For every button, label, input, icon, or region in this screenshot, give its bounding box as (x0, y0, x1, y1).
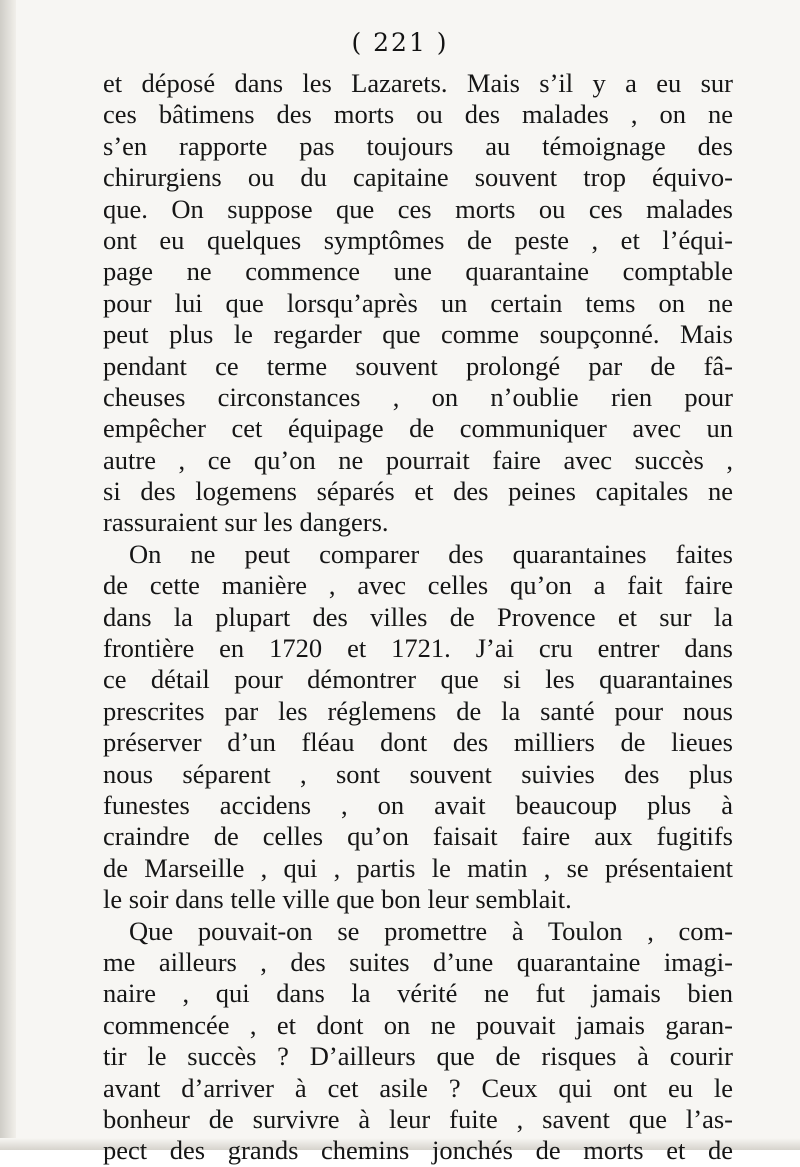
text-line: préserver d’un fléau dont des milliers de lieues (103, 727, 733, 758)
text-line: et déposé dans les Lazarets. Mais s’il y a eu sur (103, 68, 733, 98)
body-text (103, 68, 733, 1167)
text-line: craindre de celles qu’on faisait faire aux fugitifs (103, 821, 733, 852)
text-line: s’en rapporte pas toujours au témoignage des (103, 130, 733, 161)
text-line: pect des grands chemins jonchés de morts et de (103, 1135, 733, 1166)
text-line: dans la plupart des villes de Provence et sur la (103, 601, 733, 632)
text-line: ces bâtimens des morts ou des malades , on ne (103, 99, 733, 130)
text-line: funestes accidens , on avait beaucoup plus à (103, 789, 733, 820)
text-line: si des logemens séparés et des peines capitales ne (103, 476, 733, 507)
text-line: bonheur de survivre à leur fuite , savent que l’as- (103, 1103, 733, 1134)
text-line: que. On suppose que ces morts ou ces malades (103, 193, 733, 224)
text-line: nous séparent , sont souvent suivies des plus (103, 758, 733, 789)
text-line: tir le succès ? D’ailleurs que de risques à courir (103, 1041, 733, 1072)
text-line: rassuraient sur les dangers. (103, 507, 389, 538)
text-line: pendant ce terme souvent prolongé par de fâ- (103, 350, 733, 381)
text-line: prescrites par les réglemens de la santé pour nous (103, 695, 733, 726)
text-line: peut plus le regarder que comme soupçonné. Mais (103, 319, 733, 350)
text-line: frontière en 1720 et 1721. J’ai cru entrer dans (103, 633, 733, 664)
text-line: Que pouvait-on se promettre à Toulon , com- (129, 915, 733, 946)
text-line: empêcher cet équipage de communiquer avec un (103, 413, 733, 444)
text-line: avant d’arriver à cet asile ? Ceux qui ont eu le (103, 1072, 733, 1103)
text-line: de cette manière , avec celles qu’on a fait faire (103, 570, 733, 601)
text-line: naire , qui dans la vérité ne fut jamais bien (103, 978, 733, 1009)
text-line: le soir dans telle ville que bon leur semblait. (103, 884, 572, 915)
text-line: page ne commence une quarantaine comptable (103, 256, 733, 287)
text-line: cheuses circonstances , on n’oublie rien pour (103, 381, 733, 412)
page-number: ( 221 ) (351, 28, 449, 57)
text-line: pour lui que lorsqu’après un certain tems on ne (103, 287, 733, 318)
text-line: me ailleurs , des suites d’une quarantaine imagi- (103, 946, 733, 977)
text-line: ce détail pour démontrer que si les quarantaines (103, 664, 733, 695)
text-line: autre , ce qu’on ne pourrait faire avec succès , (103, 444, 733, 475)
text-line: commencée , et dont on ne pouvait jamais garan- (103, 1009, 733, 1040)
text-line: ont eu quelques symptômes de peste , et l’équi- (103, 224, 733, 255)
text-line: On ne peut comparer des quarantaines faites (129, 538, 733, 569)
text-line: chirurgiens ou du capitaine souvent trop équivo- (103, 162, 733, 193)
text-line: de Marseille , qui , partis le matin , se présentaient (103, 852, 733, 883)
page-edge-shadow (0, 0, 16, 1150)
